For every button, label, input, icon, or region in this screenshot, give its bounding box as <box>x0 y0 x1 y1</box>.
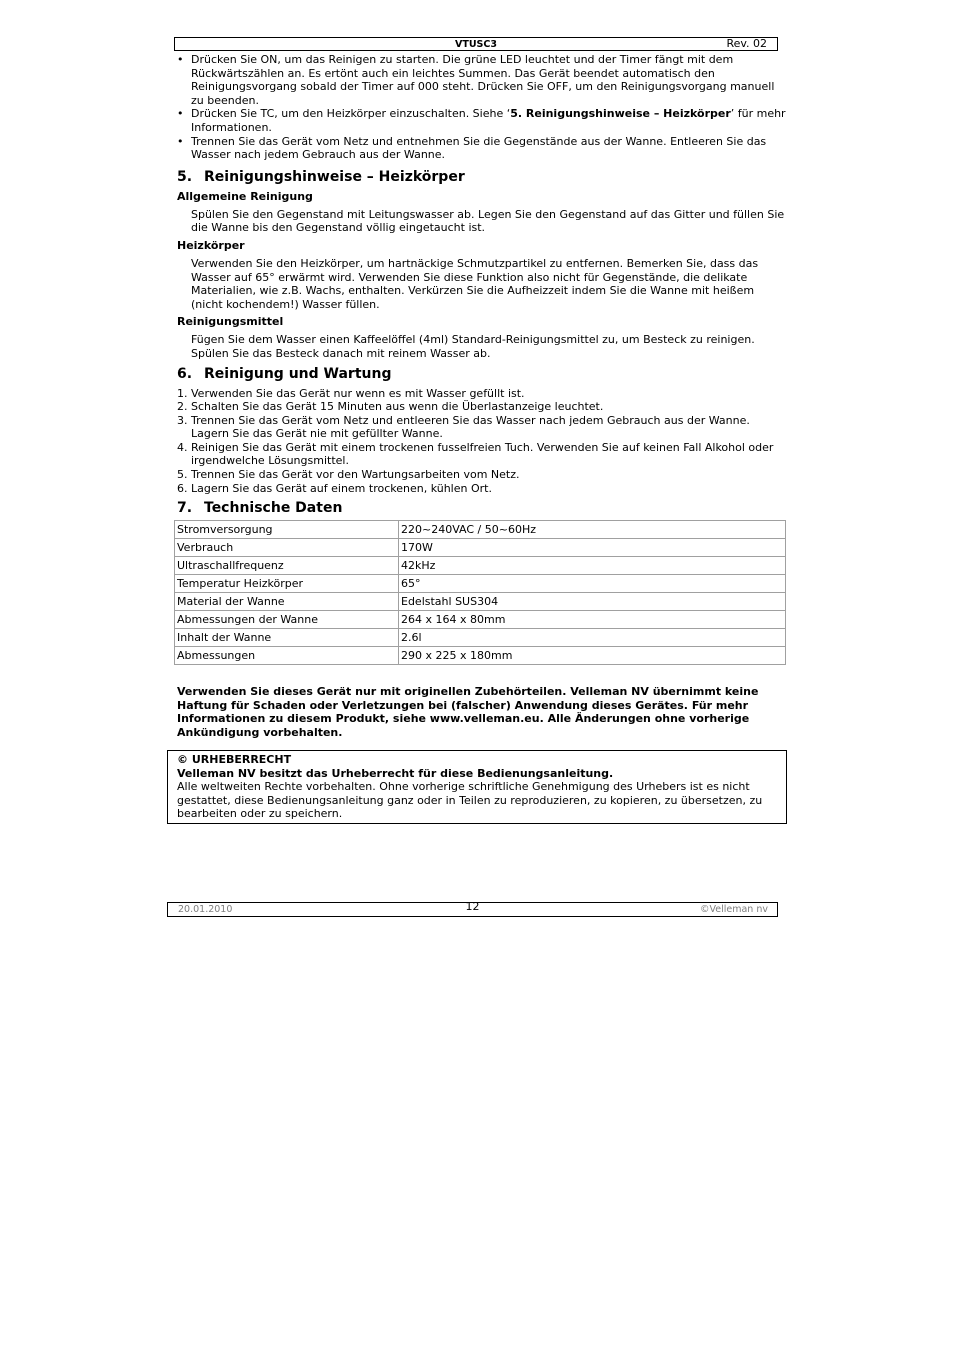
list-item <box>177 400 787 414</box>
section-number: 7. <box>177 500 193 517</box>
section-heading-6 <box>177 366 787 383</box>
copyright-text: Alle weltweiten Rechte vorbehalten. Ohne vorherige schriftliche Genehmigung des Urhebers ist es nicht gestattet, diese Bedienungsanleitung ganz oder in Teilen zu reproduzieren, zu kopieren, zu übersetzen, zu bearbeiten oder zu speichern. <box>177 780 763 821</box>
spec-value: 42kHz <box>399 557 786 575</box>
list-item <box>177 482 787 496</box>
item-number: 2. <box>177 400 188 414</box>
list-item: • Drücken Sie ON, um das Reinigen zu starten. Die grüne LED leuchtet und der Timer fängt mit dem Rückwärtszählen an. Es ertönt auch ein leichtes Summen. Das Gerät beendet automatisch den Reinigungsvorgang sobald der Timer auf 000 steht. Drücken Sie OFF, um den Reinigungsvorgang manuell zu beenden. <box>177 53 787 107</box>
item-number: 3. <box>177 413 188 427</box>
bullet-text: Drücken Sie TC, um den Heizkörper einzuschalten. Siehe ‘ <box>191 107 511 121</box>
spec-label: Ultraschallfrequenz <box>175 557 399 575</box>
item-number: 6. <box>177 481 188 495</box>
item-text: Verwenden Sie das Gerät nur wenn es mit Wasser gefüllt ist. <box>191 386 525 400</box>
bullet-reference: 5. Reinigungshinweise – Heizkörper <box>510 107 731 121</box>
spec-label: Temperatur Heizkörper <box>175 575 399 593</box>
item-number: 5. <box>177 468 188 482</box>
copyright-subtitle: Velleman NV besitzt das Urheberrecht für diese Bedienungsanleitung. <box>177 766 614 780</box>
page-footer <box>167 902 778 917</box>
table-row <box>175 593 786 611</box>
list-item <box>177 441 787 468</box>
item-text: Reinigen Sie das Gerät mit einem trockenen fusselfreien Tuch. Verwenden Sie auf keinen Fall Alkohol oder irgendwelche Lösungsmittel. <box>191 440 774 468</box>
page-number: 12 <box>465 900 480 913</box>
table-row <box>175 629 786 647</box>
spec-label: Abmessungen der Wanne <box>175 611 399 629</box>
spec-value: Edelstahl SUS304 <box>399 593 786 611</box>
spec-label: Abmessungen <box>175 647 399 665</box>
specs-table <box>174 520 786 665</box>
spec-value: 290 x 225 x 180mm <box>399 647 786 665</box>
copyright-title: © URHEBERRECHT <box>177 753 292 766</box>
subsection-heading: Heizkörper <box>177 238 245 252</box>
spec-label: Stromversorgung <box>175 521 399 539</box>
section-number: 6. <box>177 365 193 382</box>
spec-value: 65° <box>399 575 786 593</box>
spec-label: Inhalt der Wanne <box>175 629 399 647</box>
subsection-heading: Allgemeine Reinigung <box>177 189 313 203</box>
list-item <box>177 387 787 401</box>
spec-value: 220~240VAC / 50~60Hz <box>399 521 786 539</box>
page-header <box>174 37 778 51</box>
section-title: Reinigung und Wartung <box>204 365 392 382</box>
section-title: Technische Daten <box>204 500 343 517</box>
table-row <box>175 539 786 557</box>
item-text: Lagern Sie das Gerät auf einem trockenen, kühlen Ort. <box>191 481 492 495</box>
spec-value: 264 x 164 x 80mm <box>399 611 786 629</box>
item-text: Trennen Sie das Gerät vor den Wartungsarbeiten vom Netz. <box>191 468 520 482</box>
table-row <box>175 557 786 575</box>
maintenance-list <box>177 387 787 496</box>
main-content <box>177 53 787 751</box>
list-item <box>177 107 787 134</box>
list-item: • Trennen Sie das Gerät vom Netz und entnehmen Sie die Gegenstände aus der Wanne. Entleeren Sie das Wasser nach jedem Gebrauch aus der Wanne. <box>177 135 787 162</box>
subsection-text: Fügen Sie dem Wasser einen Kaffeelöffel (4ml) Standard-Reinigungsmittel zu, um Besteck zu reinigen. Spülen Sie das Besteck danach mit reinem Wasser ab. <box>191 333 755 360</box>
table-row <box>175 521 786 539</box>
spec-label: Material der Wanne <box>175 593 399 611</box>
section-heading-7 <box>177 500 787 517</box>
item-text: Trennen Sie das Gerät vom Netz und entleeren Sie das Wasser nach jedem Gebrauch aus der Wanne. Lagern Sie das Gerät nie mit gefüllter Wanne. <box>191 413 750 441</box>
spec-value: 170W <box>399 539 786 557</box>
footer-copyright: ©Velleman nv <box>700 904 768 915</box>
item-number: 1. <box>177 386 188 400</box>
footer-date: 20.01.2010 <box>178 904 233 915</box>
intro-bullet-list <box>177 53 787 162</box>
item-text: Schalten Sie das Gerät 15 Minuten aus wenn die Überlastanzeige leuchtet. <box>191 400 604 414</box>
copyright-box <box>167 750 787 824</box>
subsection-text: Verwenden Sie den Heizkörper, um hartnäckige Schmutzpartikel zu entfernen. Bemerken Sie, dass das Wasser auf 65° erwärmt wird. Verwenden Sie diese Funktion also nicht für Gegenstände, die delikate Materialien, wie z.B. Wachs, enthalten. Verkürzen Sie die Aufheizzeit indem Sie die Wanne mit heißem (nicht kochendem!) Wasser füllen. <box>191 256 759 311</box>
spec-value: 2.6l <box>399 629 786 647</box>
section-heading-5 <box>177 169 787 186</box>
list-item <box>177 414 787 441</box>
table-row <box>175 647 786 665</box>
header-revision: Rev. 02 <box>726 37 767 50</box>
list-item <box>177 468 787 482</box>
disclaimer-text: Verwenden Sie dieses Gerät nur mit originellen Zubehörteilen. Velleman NV übernimmt keine Haftung für Schaden oder Verletzungen bei (falscher) Anwendung dieses Gerätes. Für mehr Informationen zu diesem Produkt, siehe www.velleman.eu. Alle Änderungen ohne vorherige Ankündigung vorbehalten. <box>177 685 759 740</box>
bullet-text: ’ für mehr Informationen. <box>191 107 786 134</box>
table-row <box>175 575 786 593</box>
spec-label: Verbrauch <box>175 539 399 557</box>
item-number: 4. <box>177 440 188 454</box>
table-row <box>175 611 786 629</box>
subsection-text: Spülen Sie den Gegenstand mit Leitungswasser ab. Legen Sie den Gegenstand auf das Gitter und füllen Sie die Wanne bis den Gegenstand völlig eingetaucht ist. <box>191 207 785 235</box>
subsection-heading: Reinigungsmittel <box>177 315 284 329</box>
section-title: Reinigungshinweise – Heizkörper <box>204 168 465 185</box>
section-number: 5. <box>177 168 193 185</box>
header-model: VTUSC3 <box>455 39 497 50</box>
